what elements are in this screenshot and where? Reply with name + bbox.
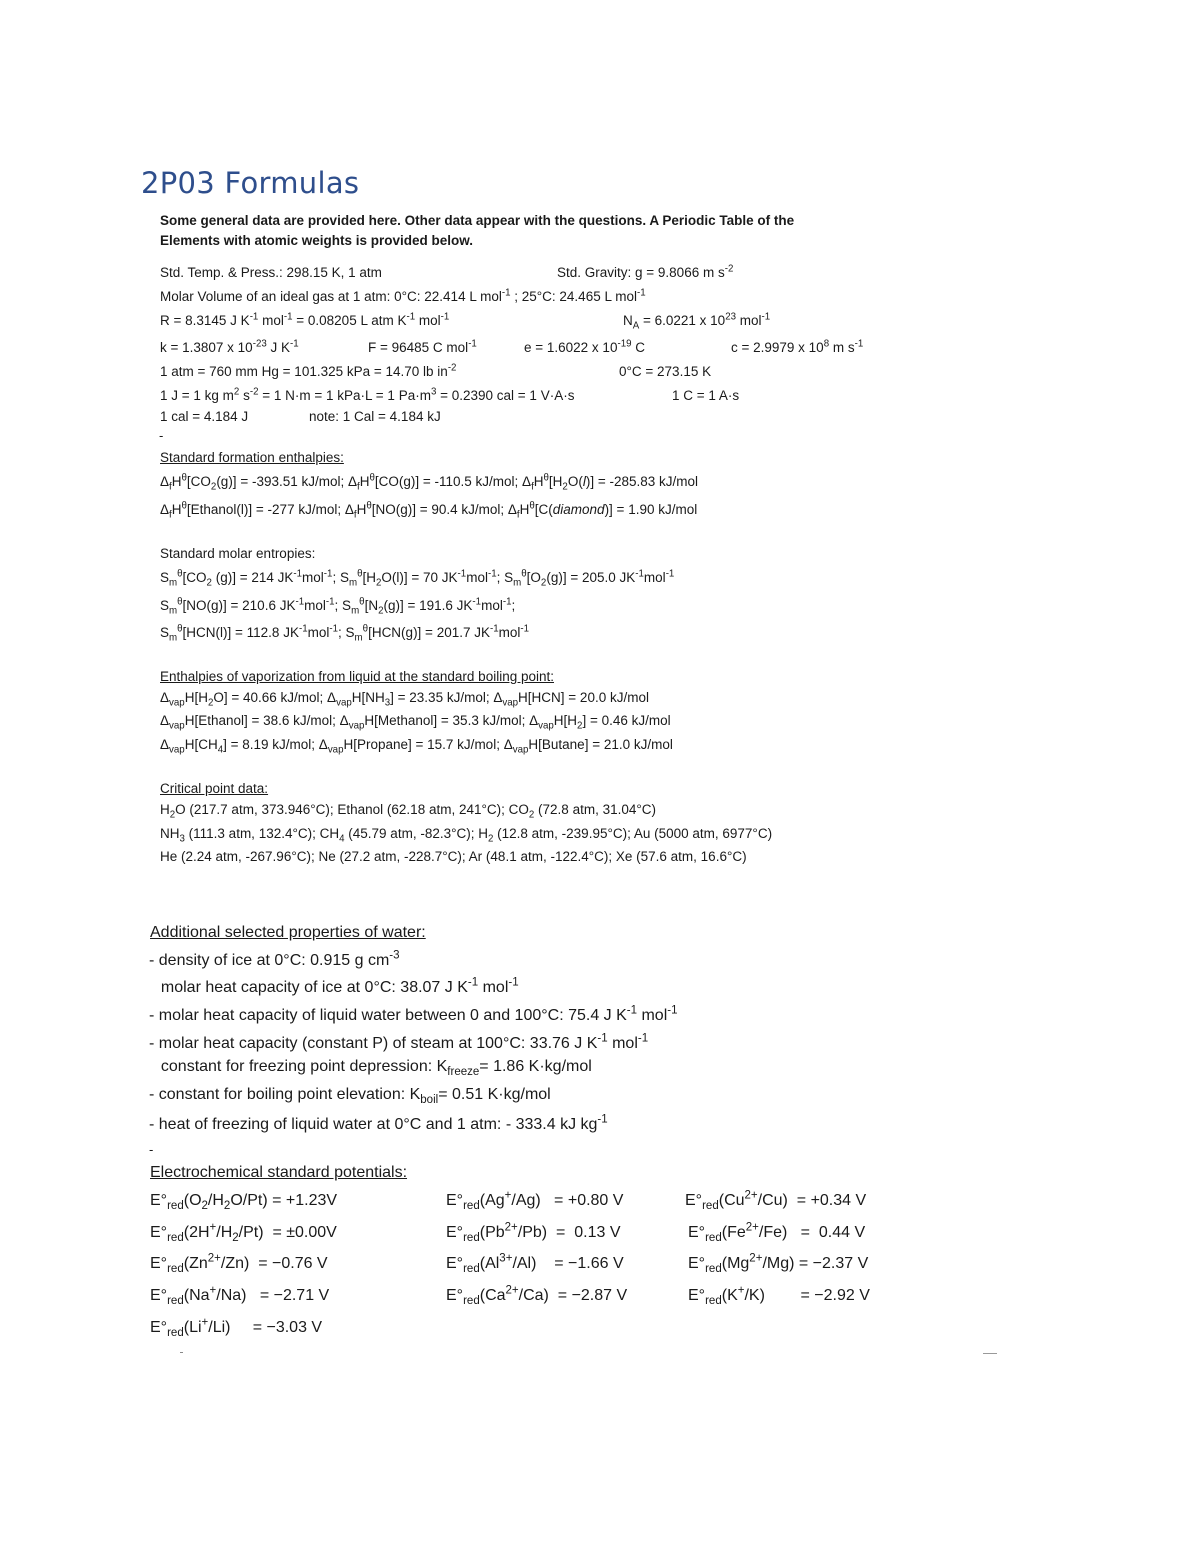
entropies-line-2: $S_m^\theta[NO(g)] = 210.6$ $JK^{-1}mol^{-1}$; $S_m^\theta[N_2(g)] = 191.6$ $JK^{-1}mol^{-1}$; bbox=[160, 596, 516, 617]
gas-constant: R = 8.3145 J $K^{-1}$ mol$^{-1}$ = 0.08205 L atm $K^{-1}$ mol$^{-1}$ bbox=[160, 311, 450, 328]
formation-line-1: $\Delta_fH^\theta[CO_2(g)] = -393.51$ kJ/mol; $\Delta_fH^\theta[CO(g)] = -110.5$ kJ/mol; $\Delta_fH^\theta[H_2O(l)] = -285.83$ kJ/mol bbox=[160, 472, 699, 493]
stray-dot bbox=[180, 1352, 183, 1353]
water-boiling-constant: - constant for boiling point elevation: $K_{boil}= 0.51$ K·kg/mol bbox=[149, 1086, 551, 1107]
water-steam-heat-capacity: - molar heat capacity (constant P) of steam at 100°C: 33.76 J $K^{-1}$ mol$^{-1}$ bbox=[149, 1032, 649, 1052]
potential-k: $E^\circ_{red}(K^+/K)$ = −2.92 V bbox=[688, 1284, 870, 1308]
stray-mark: - bbox=[159, 428, 164, 443]
potential-mg: $E^\circ_{red}(Mg^{2+}/Mg) = -2.37$ V bbox=[688, 1252, 869, 1276]
joule-conversion: 1 J = 1 kg $m^2$ $s^{-2} = 1$ N·m = 1 kPa·L = 1 $Pa\cdot m^3 = 0.2390$ cal = 1 V·A·s bbox=[160, 386, 575, 403]
formation-heading: Standard formation enthalpies: bbox=[160, 450, 344, 465]
zero-celsius: 0°C = 273.15 K bbox=[619, 364, 712, 379]
potential-fe: $E^\circ_{red}(Fe^{2+}/Fe) = 0.44$ V bbox=[688, 1221, 866, 1245]
std-gravity: Std. Gravity: g = 9.8066 m $s^{-2}$ bbox=[557, 263, 734, 280]
potential-pb: $E^\circ_{red}(Pb^{2+}/Pb) = 0.13$ V bbox=[446, 1221, 621, 1245]
intro-line-2: Elements with atomic weights is provided below. bbox=[160, 233, 474, 248]
critical-line-2: $NH_3$ (111.3 atm, 132.4°C); $CH_4$ (45.79 atm, -82.3°C); $H_2$ (12.8 atm, -239.95°C); Au (5000 atm, 6977°C) bbox=[160, 826, 773, 845]
water-heading: Additional selected properties of water: bbox=[150, 924, 426, 941]
page-title: 2P03 Formulas bbox=[141, 166, 360, 200]
speed-of-light: c = 2.9979 x $10^8$ m $s^{-1}$ bbox=[731, 338, 864, 355]
critical-line-3: He (2.24 atm, -267.96°C); Ne (27.2 atm, -228.7°C); Ar (48.1 atm, -122.4°C); Xe (57.6 atm, 16.6°C) bbox=[160, 849, 747, 864]
vaporization-heading: Enthalpies of vaporization from liquid at the standard boiling point: bbox=[160, 669, 554, 684]
calorie-note: note: 1 Cal = 4.184 kJ bbox=[309, 409, 441, 424]
potential-na: $E^\circ_{red}(Na^+/Na) = -2.71$ V bbox=[150, 1284, 330, 1308]
atm-conversion: 1 atm = 760 mm Hg = 101.325 kPa = 14.70 lb $in^{-2}$ bbox=[160, 362, 457, 379]
critical-line-1: $H_2O$ (217.7 atm, 373.946°C); Ethanol (62.18 atm, 241°C); $CO_2$ (72.8 atm, 31.04°C) bbox=[160, 802, 657, 821]
stray-mark: - bbox=[149, 1142, 154, 1157]
coulomb-definition: 1 C = 1 A·s bbox=[672, 388, 740, 403]
entropies-line-3: $S_m^\theta[HCN(l)] = 112.8$ $JK^{-1}mol^{-1}$; $S_m^\theta[HCN(g)] = 201.7$ $JK^{-1}mol^{-1}$ bbox=[160, 623, 530, 644]
faraday-constant: F = 96485 C mol$^{-1}$ bbox=[368, 338, 477, 355]
water-ice-density: - density of ice at 0°C: 0.915 g $cm^{-3}$ bbox=[149, 949, 400, 969]
molar-volume: Molar Volume of an ideal gas at 1 atm: 0°C: 22.414 L mol$^{-1}$ ; 25°C: 24.465 L mol$^{-1}$ bbox=[160, 287, 646, 304]
stray-line bbox=[983, 1353, 997, 1354]
critical-heading: Critical point data: bbox=[160, 781, 269, 796]
potential-o2: $E^\circ_{red}(O_2/H_2O/Pt) = +1.23V$ bbox=[150, 1192, 338, 1213]
water-liquid-heat-capacity: - molar heat capacity of liquid water between 0 and 100°C: 75.4 J $K^{-1}$ mol$^{-1}$ bbox=[149, 1004, 678, 1024]
intro-line-1: Some general data are provided here. Other data appear with the questions. A Periodic Table of the bbox=[160, 213, 795, 228]
potential-zn: $E^\circ_{red}(Zn^{2+}/Zn) = -0.76$ V bbox=[150, 1252, 328, 1276]
avogadro-constant: $N_A = 6.0221$ x $10^{23}$ mol$^{-1}$ bbox=[623, 311, 771, 332]
std-temp-press: Std. Temp. & Press.: 298.15 K, 1 atm bbox=[160, 265, 382, 280]
boltzmann-constant: k = 1.3807 x $10^{-23}$ J $K^{-1}$ bbox=[160, 338, 299, 355]
potential-cu: $E^\circ_{red}(Cu^{2+}/Cu) = +0.34$ V bbox=[685, 1189, 867, 1213]
entropies-heading: Standard molar entropies: bbox=[160, 546, 316, 561]
potential-al: $E^\circ_{red}(Al^{3+}/Al)$ = −1.66 V bbox=[446, 1252, 624, 1276]
entropies-line-1: $S_m^\theta[CO_2$ (g)] = 214 $JK^{-1}mol^{-1}$; $S_m^\theta[H_2O(l)] = 70$ $JK^{-1}mol^{-1}$; $S_m^\theta[O_2(g)] = 205.0$ $JK^{-1}mol^{-1}$ bbox=[160, 568, 675, 589]
vaporization-line-2: $\Delta_{vap}H[Ethanol] = 38.6$ kJ/mol; $\Delta_{vap}H[Methanol] = 35.3$ kJ/mol; $\Delta_{vap}H[H_2] = 0.46$ kJ/mol bbox=[160, 713, 671, 732]
formation-line-2: $\Delta_fH^\theta[Ethanol(l)] = -277$ kJ/mol; $\Delta_fH^\theta[NO(g)] = 90.4$ kJ/mol; $\Delta_fH^\theta[C(diamond)] = 1.90$ kJ/mol bbox=[160, 500, 698, 521]
potential-h: $E^\circ_{red}(2H^+/H_2/Pt) = \pm 0.00V$ bbox=[150, 1221, 337, 1245]
potential-li: $E^\circ_{red}(Li^+/Li)$ = −3.03 V bbox=[150, 1316, 323, 1340]
water-freezing-constant: constant for freezing point depression: $K_{freeze}= 1.86$ K·kg/mol bbox=[152, 1058, 592, 1079]
potential-ca: $E^\circ_{red}(Ca^{2+}/Ca) = -2.87$ V bbox=[446, 1284, 628, 1308]
calorie-conversion: 1 cal = 4.184 J bbox=[160, 409, 249, 424]
vaporization-line-3: $\Delta_{vap}H[CH_4] = 8.19$ kJ/mol; $\Delta_{vap}H[Propane] = 15.7$ kJ/mol; $\Delta_{vap}H[Butane] = 21.0$ kJ/mol bbox=[160, 737, 673, 756]
potential-ag: $E^\circ_{red}(Ag^+/Ag) = +0.80$ V bbox=[446, 1189, 624, 1213]
electro-heading: Electrochemical standard potentials: bbox=[150, 1164, 408, 1181]
vaporization-line-1: $\Delta_{vap}H[H_2O] = 40.66$ kJ/mol; $\Delta_{vap}H[NH_3] = 23.35$ kJ/mol; $\Delta_{vap}H[HCN] = 20.0$ kJ/mol bbox=[160, 690, 649, 709]
elementary-charge: e = 1.6022 x $10^{-19}$ C bbox=[524, 338, 645, 355]
water-heat-of-freezing: - heat of freezing of liquid water at 0°C and 1 atm: - 333.4 kJ $kg^{-1}$ bbox=[149, 1113, 608, 1133]
water-ice-heat-capacity: molar heat capacity of ice at 0°C: 38.07 J $K^{-1}$ mol$^{-1}$ bbox=[152, 976, 519, 996]
